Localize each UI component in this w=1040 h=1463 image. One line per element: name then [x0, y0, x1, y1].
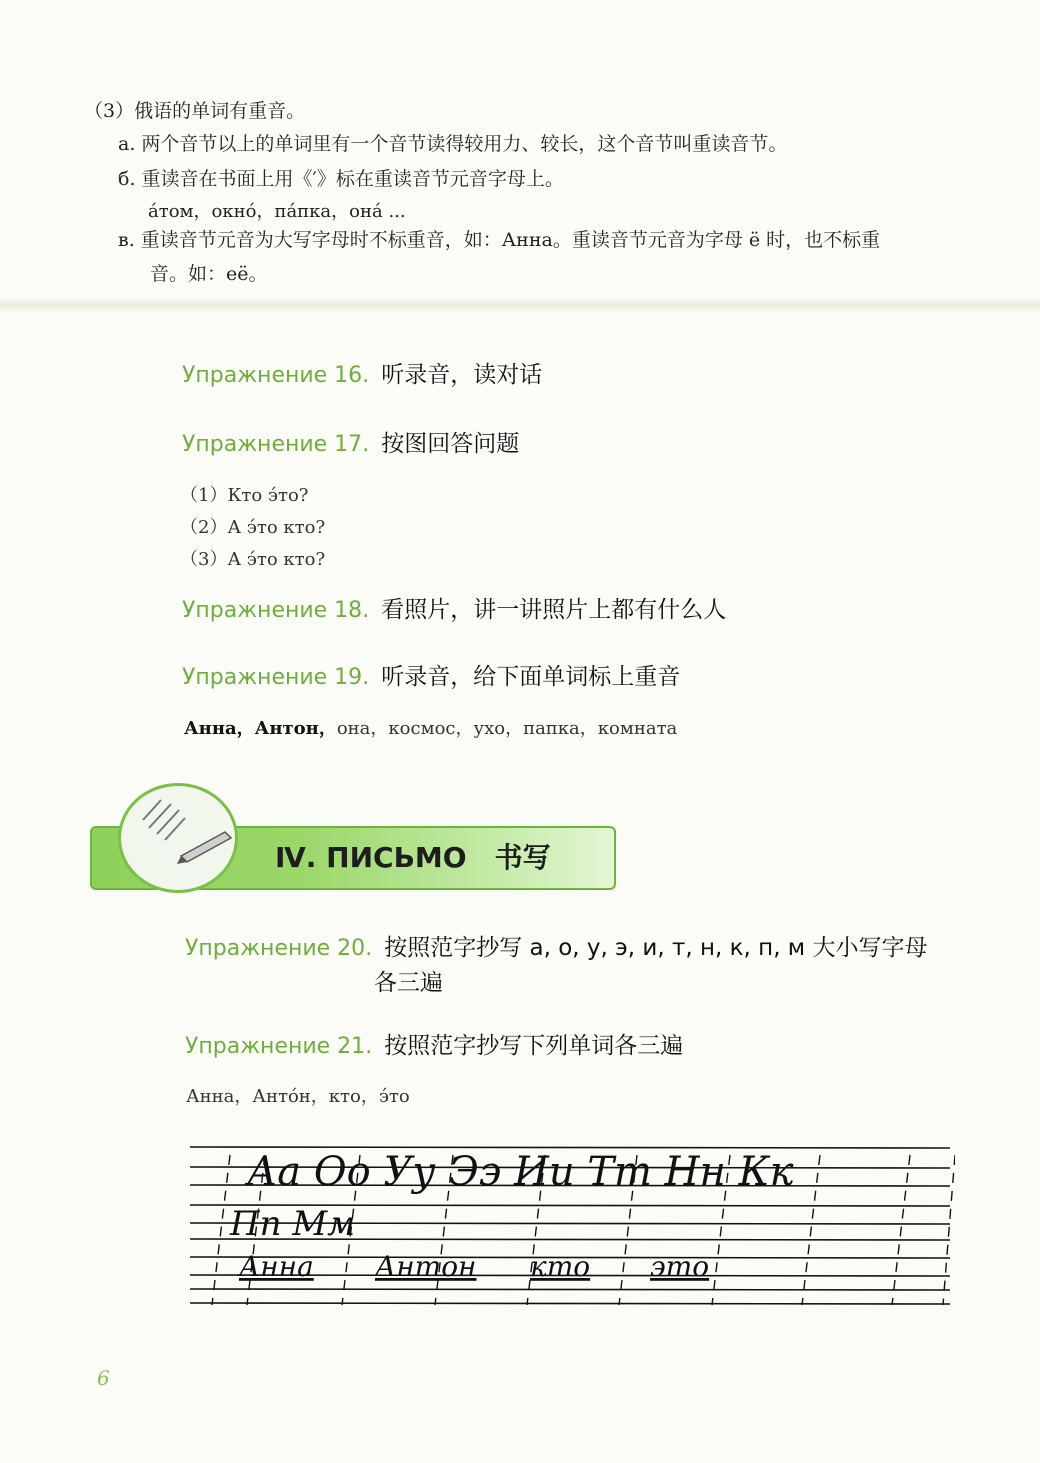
- exercise-dot: .: [362, 363, 370, 388]
- exercise-dot: .: [362, 432, 370, 457]
- exercise-label: Упражнение 16: [182, 363, 363, 388]
- grammar-point-v-cont: 音。如：её。: [150, 263, 268, 285]
- plain-words: она，космос，ухо，папка，комната: [336, 718, 678, 739]
- question-2: （2）А э́то кто?: [180, 517, 326, 538]
- exercise-dot: .: [365, 936, 373, 961]
- section-title: Ⅳ. ПИСЬМО 书写: [275, 841, 551, 874]
- exercise-21: [185, 1027, 683, 1060]
- exercise-19: [182, 658, 680, 691]
- question-3: （3）А э́то кто?: [180, 549, 326, 570]
- pencil-icon: [118, 783, 238, 893]
- handwriting-row-2: Пп Мм: [230, 1204, 356, 1244]
- handwriting-row-1: Аа Оо Уу Ээ Ии Тт Нн Кк: [247, 1149, 794, 1195]
- exercise-label: Упражнение 19: [182, 665, 363, 690]
- exercise-dot: .: [365, 1034, 373, 1059]
- exercise-text: 按照范字抄写下列单词各三遍: [384, 1033, 684, 1059]
- exercise-20: [185, 929, 927, 962]
- exercise-20-text-cont: 各三遍: [374, 970, 443, 996]
- handwriting-word: кто: [530, 1250, 591, 1283]
- handwriting-sample: [185, 1135, 955, 1310]
- handwriting-word: Анна: [239, 1250, 314, 1283]
- exercise-text: 听录音，读对话: [381, 362, 543, 388]
- grammar-point-a: a. 两个音节以上的单词里有一个音节读得较用力、较长，这个音节叫重读音节。: [118, 133, 788, 155]
- page-number: 6: [97, 1366, 110, 1390]
- exercise-dot: .: [362, 665, 370, 690]
- handwriting-word: это: [650, 1250, 710, 1283]
- exercise-label: Упражнение 18: [182, 598, 363, 623]
- exercise-16: [182, 356, 542, 389]
- grammar-examples: áтом，окнó，пáпка，онá ...: [148, 201, 406, 222]
- exercise-17: [182, 425, 519, 458]
- bold-words: Анна，Антон，: [184, 718, 337, 739]
- exercise-label: Упражнение 17: [182, 432, 363, 457]
- exercise-label: Упражнение 21: [185, 1034, 366, 1059]
- section-divider: [0, 298, 1040, 312]
- exercise-text: 听录音，给下面单词标上重音: [381, 664, 681, 690]
- exercise-text: 按图回答问题: [381, 431, 520, 457]
- handwriting-word: Антон: [375, 1250, 477, 1283]
- exercise-label: Упражнение 20: [185, 936, 366, 961]
- exercise-text: 看照片，讲一讲照片上都有什么人: [381, 597, 727, 623]
- exercise-dot: .: [362, 598, 370, 623]
- grammar-point-b: б. 重读音在书面上用《′》标在重读音节元音字母上。: [118, 168, 564, 190]
- exercise-text: 按照范字抄写 а, о, у, э, и, т, н, к, п, м 大小写字母: [384, 935, 928, 961]
- exercise-21-words: Анна，Антóн，кто，э́то: [186, 1086, 410, 1107]
- question-1: （1）Кто э́то?: [180, 485, 309, 506]
- grammar-item-3: （3）俄语的单词有重音。: [84, 100, 306, 122]
- exercise-18: [182, 591, 726, 624]
- grammar-point-v: в. 重读音节元音为大写字母时不标重音，如：Анна。重读音节元音为字母 ё 时，也不标重: [118, 229, 881, 251]
- exercise-19-words: [184, 714, 677, 740]
